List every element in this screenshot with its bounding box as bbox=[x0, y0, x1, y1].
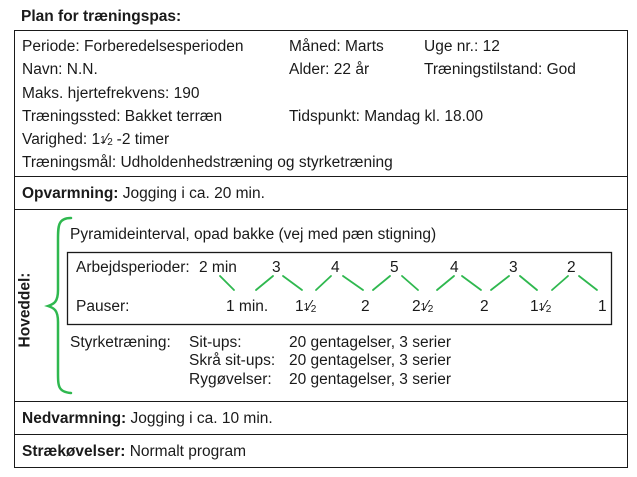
work-value: 2 bbox=[567, 259, 576, 276]
pause-value: $1^1⁄_2$ bbox=[530, 298, 551, 315]
exercise-name: Rygøvelser: bbox=[189, 371, 272, 388]
periode-text: Periode: Forberedelsesperioden bbox=[22, 38, 244, 55]
pause-value: 1 bbox=[598, 298, 607, 315]
tidspunkt-text: Tidspunkt: Mandag kl. 18.00 bbox=[289, 108, 484, 125]
varighed-text: Varighed: $1^1⁄_2$ -2 timer bbox=[22, 131, 170, 148]
alder-text: Alder: 22 år bbox=[289, 61, 370, 78]
exercise-reps: 20 gentagelser, 3 serier bbox=[289, 371, 451, 388]
hoveddel-label: Hoveddel: bbox=[16, 272, 34, 348]
straek-text: Strækøvelser: Normalt program bbox=[22, 443, 246, 460]
pyramid-zigzag bbox=[220, 276, 597, 290]
work-value: 4 bbox=[450, 259, 459, 276]
traeningsmaal-text: Træningsmål: Udholdenhedstræning og styrketræning bbox=[22, 154, 393, 171]
pyramide-title: Pyramideinterval, opad bakke (vej med pæn stigning) bbox=[70, 226, 437, 243]
work-value: 3 bbox=[509, 259, 518, 276]
work-value: 3 bbox=[272, 259, 281, 276]
opvarmning-text: Opvarmning: Jogging i ca. 20 min. bbox=[22, 185, 265, 202]
nedvarmning-text: Nedvarmning: Jogging i ca. 10 min. bbox=[22, 410, 273, 427]
pause-value: 2 bbox=[361, 298, 370, 315]
work-value: 5 bbox=[390, 259, 399, 276]
hjertefrekvens-text: Maks. hjertefrekvens: 190 bbox=[22, 85, 200, 102]
maaned-text: Måned: Marts bbox=[289, 38, 384, 55]
uge-text: Uge nr.: 12 bbox=[424, 38, 500, 55]
traeningstilstand-text: Træningstilstand: God bbox=[424, 61, 576, 78]
exercise-name: Skrå sit-ups: bbox=[189, 352, 276, 369]
pause-value: $2^1⁄_2$ bbox=[412, 298, 433, 315]
work-value: 4 bbox=[331, 259, 340, 276]
traeningssted-text: Træningssted: Bakket terræn bbox=[22, 108, 223, 125]
exercise-reps: 20 gentagelser, 3 serier bbox=[289, 334, 451, 351]
work-label: Arbejdsperioder: bbox=[76, 259, 190, 276]
page-title: Plan for træningspas: bbox=[21, 8, 182, 25]
navn-text: Navn: N.N. bbox=[22, 61, 98, 78]
work-value: 2 min bbox=[199, 259, 237, 276]
pause-value: 1 min. bbox=[226, 298, 269, 315]
pause-value: 2 bbox=[480, 298, 489, 315]
half-fraction: $^1⁄_2$ bbox=[100, 131, 113, 148]
exercise-reps: 20 gentagelser, 3 serier bbox=[289, 352, 451, 369]
pause-value: $1^1⁄_2$ bbox=[295, 298, 316, 315]
styrke-label: Styrketræning: bbox=[70, 334, 171, 351]
pause-label: Pauser: bbox=[76, 298, 130, 315]
exercise-name: Sit-ups: bbox=[189, 334, 242, 351]
